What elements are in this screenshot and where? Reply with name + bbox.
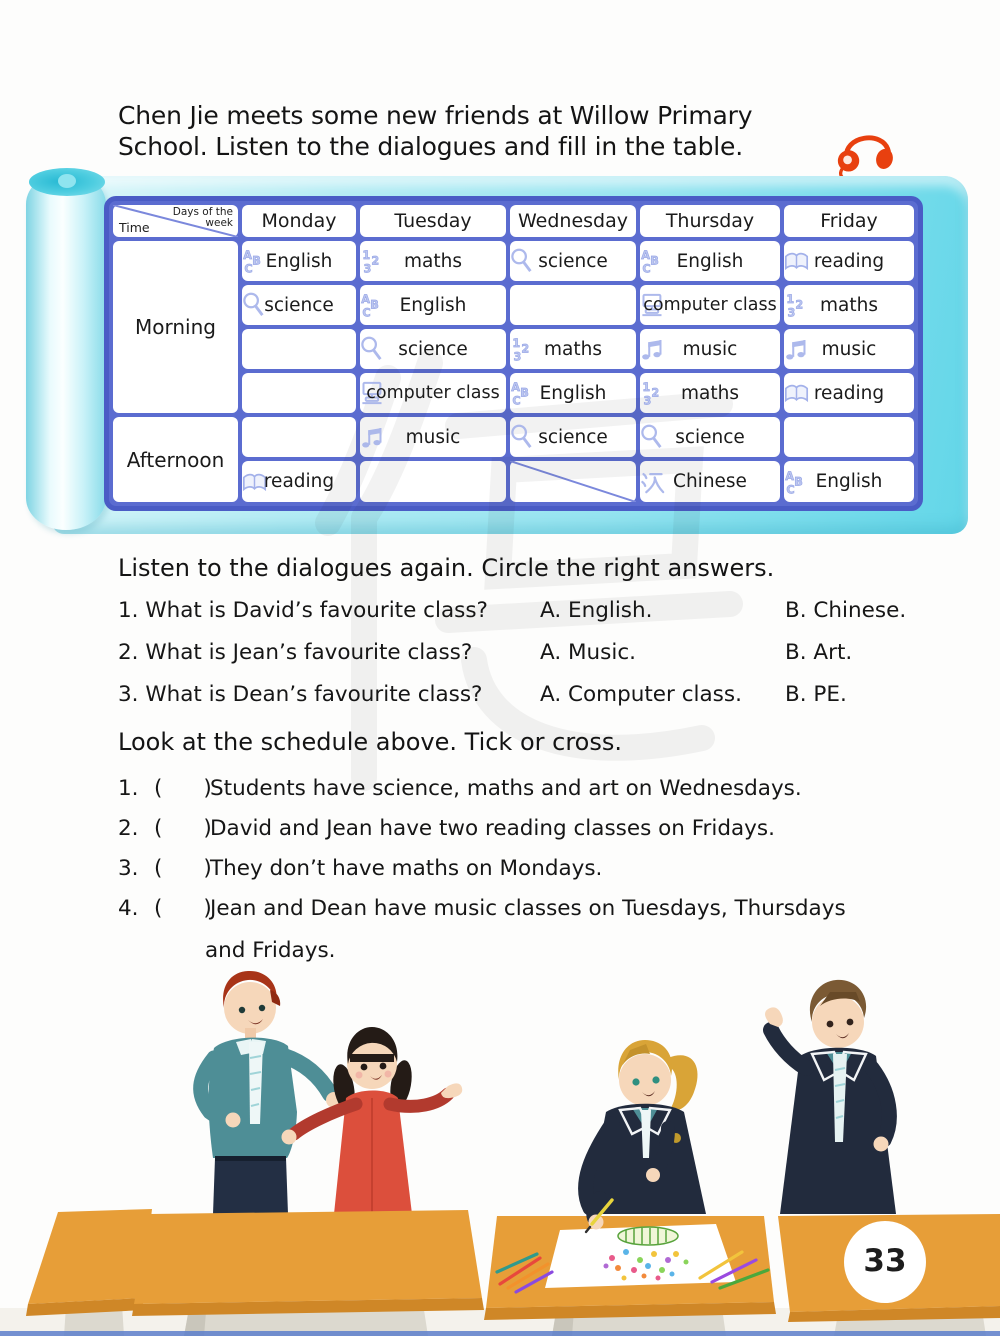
time-label: Afternoon: [126, 447, 225, 472]
schedule-cell[interactable]: [360, 285, 506, 325]
tick-3-number: 3.: [118, 856, 139, 881]
day-header-label: Friday: [820, 210, 878, 232]
classroom-illustration: [0, 962, 1000, 1336]
time-cell-morning: [113, 241, 238, 413]
day-header-tuesday: [360, 205, 506, 237]
schedule-cell[interactable]: [784, 373, 914, 413]
magnifier-icon: [509, 424, 536, 451]
svg-text:C: C: [362, 306, 371, 319]
abc-icon: [359, 292, 386, 319]
svg-text:1: 1: [362, 248, 371, 262]
cell-diagonal-line: [510, 461, 636, 502]
question-3: 3. What is Dean’s favourite class?: [118, 682, 483, 707]
schedule-cell[interactable]: [784, 285, 914, 325]
note-icon: [639, 336, 666, 363]
schedule-cell[interactable]: [640, 373, 780, 413]
svg-text:C: C: [244, 262, 253, 275]
schedule-cell[interactable]: [784, 329, 914, 369]
question-3-option-a[interactable]: A. Computer class.: [540, 682, 742, 707]
tick-2-number: 2.: [118, 816, 139, 841]
svg-text:3: 3: [787, 306, 796, 319]
time-cell-afternoon: [113, 417, 238, 502]
schedule-cell[interactable]: [784, 461, 914, 502]
subject-label: science: [538, 426, 608, 448]
tick-row-1: [118, 776, 988, 801]
schedule-table: [104, 196, 923, 511]
question-1-option-a[interactable]: A. English.: [540, 598, 653, 623]
note-icon: [783, 336, 810, 363]
girl-red-dress-figure: [282, 1027, 463, 1214]
day-header-label: Tuesday: [394, 210, 472, 232]
subject-label: science: [538, 250, 608, 272]
subject-label: English: [265, 250, 333, 272]
tick-1-text: Students have science, maths and art on Wednesdays.: [210, 776, 802, 801]
schedule-cell[interactable]: [640, 329, 780, 369]
tick-row-4: [118, 896, 988, 921]
subject-label: maths: [681, 382, 739, 404]
tick-4-number: 4.: [118, 896, 139, 921]
tick-row-3: [118, 856, 988, 881]
subject-label: reading: [813, 382, 885, 404]
question-2-option-b[interactable]: B. Art.: [785, 640, 853, 665]
abc-icon: [509, 380, 536, 407]
question-row-3: [118, 682, 988, 707]
question-2-option-a[interactable]: A. Music.: [540, 640, 637, 665]
subject-label: music: [405, 426, 461, 448]
svg-text:A: A: [361, 292, 370, 306]
instruction-line2: School. Listen to the dialogues and fill in the table.: [118, 132, 743, 162]
numbers-icon: [639, 380, 666, 407]
time-label: Morning: [135, 315, 216, 339]
svg-text:B: B: [794, 474, 803, 488]
schedule-cell[interactable]: [242, 373, 356, 413]
svg-text:1: 1: [512, 336, 521, 350]
svg-text:2: 2: [521, 342, 530, 356]
subject-label: Chinese: [673, 471, 747, 492]
schedule-cell[interactable]: [360, 461, 506, 502]
question-2: 2. What is Jean’s favourite class?: [118, 640, 473, 665]
svg-text:1: 1: [786, 292, 795, 306]
tick-4-answer-bracket[interactable]: ( ): [154, 896, 212, 921]
schedule-cell[interactable]: [510, 373, 636, 413]
teacher-figure: [201, 971, 342, 1214]
subject-label: maths: [404, 250, 462, 272]
circle-section-heading: Listen to the dialogues again. Circle the right answers.: [118, 554, 775, 582]
question-1-option-b[interactable]: B. Chinese.: [785, 598, 907, 623]
tick-2-text: David and Jean have two reading classes on Fridays.: [210, 816, 775, 841]
day-header-label: Thursday: [665, 210, 755, 232]
tick-3-answer-bracket[interactable]: ( ): [154, 856, 212, 881]
svg-text:3: 3: [513, 350, 522, 363]
tick-1-number: 1.: [118, 776, 139, 801]
instruction-text: [118, 100, 858, 163]
schedule-cell[interactable]: [640, 241, 780, 281]
numbers-icon: [509, 336, 536, 363]
subject-label: science: [398, 338, 468, 360]
schedule-cell[interactable]: [784, 417, 914, 457]
tick-3-text: They don’t have maths on Mondays.: [210, 856, 603, 881]
schedule-cell[interactable]: [510, 329, 636, 369]
schedule-cell[interactable]: [242, 329, 356, 369]
svg-text:2: 2: [371, 254, 380, 268]
numbers-icon: [359, 248, 386, 275]
tick-1-answer-bracket[interactable]: ( ): [154, 776, 212, 801]
schedule-cell[interactable]: [510, 417, 636, 457]
svg-text:B: B: [650, 254, 659, 268]
schedule-cell[interactable]: [360, 241, 506, 281]
subject-label: music: [682, 338, 738, 360]
subject-label: reading: [263, 471, 335, 492]
corner-label-days: Days of the week: [172, 206, 233, 230]
question-3-option-b[interactable]: B. PE.: [785, 682, 847, 707]
schedule-cell[interactable]: [510, 285, 636, 325]
chinese-icon: [639, 468, 666, 495]
subject-label: maths: [820, 294, 878, 316]
day-header-friday: [784, 205, 914, 237]
svg-text:C: C: [642, 262, 651, 275]
subject-label: reading: [813, 250, 885, 272]
svg-text:A: A: [243, 248, 252, 262]
tick-4-text: Jean and Dean have music classes on Tuesdays, Thursdays: [210, 896, 846, 921]
svg-text:2: 2: [795, 298, 804, 312]
subject-label: maths: [544, 338, 602, 360]
schedule-cell[interactable]: [242, 417, 356, 457]
day-header-thursday: [640, 205, 780, 237]
student-boy-figure: [765, 980, 896, 1214]
subject-label: computer class: [643, 294, 777, 315]
svg-text:B: B: [252, 254, 261, 268]
scroll-roll-hole: [58, 174, 76, 188]
svg-text:A: A: [785, 469, 794, 483]
corner-label-time: Time: [119, 220, 150, 235]
svg-text:C: C: [786, 482, 795, 495]
schedule-cell[interactable]: [360, 373, 506, 413]
page-number: 33: [863, 1243, 907, 1279]
student-girl-figure: [586, 1040, 706, 1214]
day-header-monday: [242, 205, 356, 237]
schedule-cell[interactable]: [242, 241, 356, 281]
drawing-paper: [545, 1224, 736, 1288]
scroll-roll-edge: [26, 172, 106, 530]
numbers-icon: [783, 292, 810, 319]
svg-text:3: 3: [643, 394, 652, 407]
magnifier-icon: [509, 248, 536, 275]
subject-label: computer class: [366, 382, 500, 403]
svg-text:C: C: [512, 394, 521, 407]
tick-section-heading: Look at the schedule above. Tick or cross.: [118, 728, 622, 756]
schedule-cell[interactable]: [242, 461, 356, 502]
corner-cell: [113, 205, 238, 237]
question-row-2: [118, 640, 988, 665]
tick-row-2: [118, 816, 988, 841]
subject-label: English: [676, 250, 744, 272]
svg-text:3: 3: [363, 262, 372, 275]
subject-label: science: [264, 294, 334, 316]
schedule-cell[interactable]: [784, 241, 914, 281]
schedule-cell[interactable]: [640, 461, 780, 502]
subject-label: music: [821, 338, 877, 360]
day-header-label: Monday: [261, 210, 337, 232]
schedule-cell[interactable]: [242, 285, 356, 325]
tick-2-answer-bracket[interactable]: ( ): [154, 816, 212, 841]
schedule-cell[interactable]: [360, 417, 506, 457]
question-1: 1. What is David’s favourite class?: [118, 598, 488, 623]
schedule-cell[interactable]: [640, 285, 780, 325]
svg-text:B: B: [370, 298, 379, 312]
schedule-cell[interactable]: [640, 417, 780, 457]
svg-text:2: 2: [651, 386, 660, 400]
tick-4-text-continuation: and Fridays.: [205, 938, 336, 963]
abc-icon: [639, 248, 666, 275]
abc-icon: [241, 248, 268, 275]
book-icon: [783, 380, 810, 407]
day-header-wednesday: [510, 205, 636, 237]
magnifier-icon: [639, 424, 666, 451]
abc-icon: [783, 468, 810, 495]
subject-label: science: [675, 426, 745, 448]
magnifier-icon: [359, 336, 386, 363]
note-icon: [359, 424, 386, 451]
svg-text:1: 1: [642, 380, 651, 394]
svg-text:B: B: [520, 386, 529, 400]
schedule-cell[interactable]: [510, 461, 636, 502]
book-icon: [783, 248, 810, 275]
schedule-cell[interactable]: [510, 241, 636, 281]
page-bottom-edge: [0, 1331, 1000, 1336]
schedule-cell[interactable]: [360, 329, 506, 369]
subject-label: English: [815, 471, 883, 492]
question-row-1: [118, 598, 988, 623]
svg-text:A: A: [511, 380, 520, 394]
svg-text:A: A: [641, 248, 650, 262]
subject-label: English: [539, 382, 607, 404]
instruction-line1: Chen Jie meets some new friends at Willow Primary: [118, 101, 753, 130]
day-header-label: Wednesday: [517, 210, 628, 232]
subject-label: English: [399, 294, 467, 316]
